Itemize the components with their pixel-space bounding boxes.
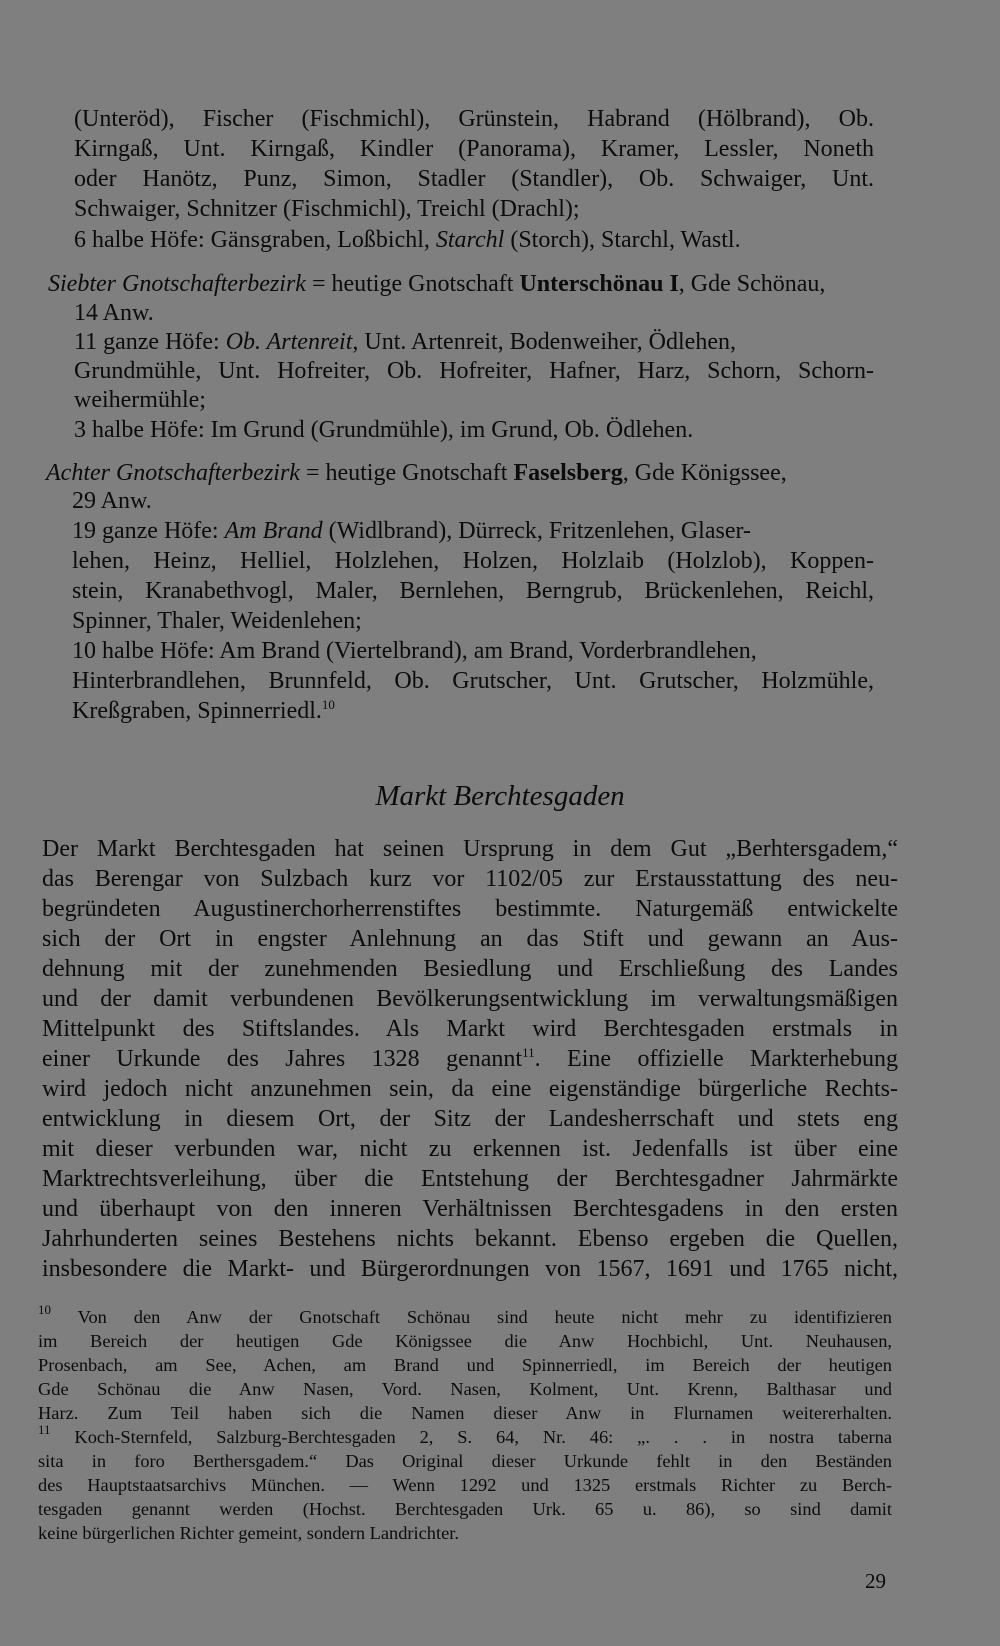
- text-run: , Gde Schönau,: [678, 271, 826, 297]
- footnote-line: [38, 1302, 892, 1329]
- text-run: . Eine offizielle Markterhebung: [534, 1046, 899, 1072]
- text-run: Von den Anw der Gnotschaft Schönau sind heute nicht mehr zu identifizieren: [51, 1307, 892, 1327]
- section-heading: Markt Berchtesgaden: [375, 780, 625, 812]
- footnote-line: des Hauptstaatsarchivs München. — Wenn 1292 und 1325 erstmals Richter zu Berch-: [38, 1475, 892, 1495]
- text-line: begründeten Augustinerchorherrenstiftes bestimmte. Naturgemäß entwickelte: [42, 896, 898, 922]
- footnote-line: keine bürgerlichen Richter gemeint, sondern Landrichter.: [38, 1523, 459, 1543]
- text-line: 10 halbe Höfe: Am Brand (Viertelbrand), am Brand, Vorderbrandlehen,: [72, 638, 757, 664]
- footnote-line: Prosenbach, am See, Achen, am Brand und Spinnerriedl, im Bereich der heutigen: [38, 1355, 892, 1375]
- footnote-ref: 10: [321, 697, 335, 712]
- text-line: wird jedoch nicht anzunehmen sein, da eine eigenständige bürgerliche Rechts-: [42, 1076, 898, 1102]
- text-line: [48, 269, 825, 299]
- text-run: einer Urkunde des Jahres 1328 genannt: [42, 1046, 523, 1072]
- text-run: = heutige Gnotschaft: [305, 271, 520, 297]
- text-line: 3 halbe Höfe: Im Grund (Grundmühle), im Grund, Ob. Ödlehen.: [74, 417, 694, 443]
- text-line: Mittelpunkt des Stiftslandes. Als Markt wird Berchtesgaden erstmals in: [42, 1016, 898, 1042]
- text-line: 29 Anw.: [72, 488, 152, 514]
- text-line: stein, Kranabethvogl, Maler, Bernlehen, Berngrub, Brückenlehen, Reichl,: [72, 578, 874, 604]
- text-line: sich der Ort in engster Anlehnung an das Stift und gewann an Aus-: [42, 926, 898, 952]
- text-line: [42, 1044, 898, 1074]
- footnote-line: [38, 1422, 892, 1449]
- page-number: 29: [865, 1569, 886, 1593]
- district-label: Siebter Gnotschafterbezirk: [48, 271, 306, 297]
- text-run: , Gde Königssee,: [622, 460, 787, 486]
- text-run: (Storch), Starchl, Wastl.: [504, 227, 741, 253]
- text-line: dehnung mit der zunehmenden Besiedlung und Erschließung des Landes: [42, 956, 898, 982]
- italic-run: Starchl: [435, 227, 505, 253]
- text-line: (Unteröd), Fischer (Fischmichl), Grünstein, Habrand (Hölbrand), Ob.: [74, 106, 874, 132]
- footnote-ref: 11: [522, 1045, 535, 1060]
- text-run: Kreßgraben, Spinnerriedl.: [72, 698, 322, 724]
- text-line: und der damit verbundenen Bevölkerungsentwicklung im verwaltungsmäßigen: [42, 986, 898, 1012]
- text-run: 19 ganze Höfe:: [72, 518, 225, 544]
- text-line: Spinner, Thaler, Weidenlehen;: [72, 608, 362, 634]
- footnote-number: 10: [38, 1302, 51, 1317]
- footnote-line: Harz. Zum Teil haben sich die Namen dieser Anw in Flurnamen weitererhalten.: [38, 1403, 892, 1423]
- text-line: [72, 516, 751, 546]
- text-run: (Widlbrand), Dürreck, Fritzenlehen, Glaser-: [322, 518, 751, 544]
- text-line: lehen, Heinz, Helliel, Holzlehen, Holzen, Holzlaib (Holzlob), Koppen-: [72, 548, 874, 574]
- text-line: Kirngaß, Unt. Kirngaß, Kindler (Panorama), Kramer, Lessler, Noneth: [74, 136, 874, 162]
- text-line: Der Markt Berchtesgaden hat seinen Ursprung in dem Gut „Berhtersgadem,“: [42, 836, 898, 862]
- footnote-line: sita in foro Berthersgadem.“ Das Original dieser Urkunde fehlt in den Beständen: [38, 1451, 892, 1471]
- italic-run: Am Brand: [224, 518, 323, 544]
- text-run: = heutige Gnotschaft: [299, 460, 514, 486]
- text-line: oder Hanötz, Punz, Simon, Stadler (Standler), Ob. Schwaiger, Unt.: [74, 166, 874, 192]
- text-line: Grundmühle, Unt. Hofreiter, Ob. Hofreiter, Hafner, Harz, Schorn, Schorn-: [74, 358, 874, 384]
- district-label: Achter Gnotschafterbezirk: [46, 460, 300, 486]
- text-line: entwicklung in diesem Ort, der Sitz der Landesherrschaft und stets eng: [42, 1106, 898, 1132]
- footnote-line: im Bereich der heutigen Gde Königssee die Anw Hochbichl, Unt. Neuhausen,: [38, 1331, 892, 1351]
- text-line: mit dieser verbunden war, nicht zu erkennen ist. Jedenfalls ist über eine: [42, 1136, 898, 1162]
- text-line: Jahrhunderten seines Bestehens nichts bekannt. Ebenso ergeben die Quellen,: [42, 1226, 898, 1252]
- text-line: weihermühle;: [74, 387, 206, 413]
- text-run: 11 ganze Höfe:: [74, 329, 226, 355]
- text-line: [74, 225, 741, 255]
- text-run: Unt. Artenreit, Bodenweiher, Ödlehen,: [358, 329, 736, 355]
- text-line: [72, 696, 335, 726]
- text-line: Schwaiger, Schnitzer (Fischmichl), Treichl (Drachl);: [74, 196, 580, 222]
- text-line: insbesondere die Markt- und Bürgerordnungen von 1567, 1691 und 1765 nicht,: [42, 1256, 898, 1282]
- text-line: [46, 458, 787, 488]
- footnote-line: Gde Schönau die Anw Nasen, Vord. Nasen, Kolment, Unt. Krenn, Balthasar und: [38, 1379, 892, 1399]
- italic-run: Ob. Artenreit,: [225, 329, 359, 355]
- text-line: das Berengar von Sulzbach kurz vor 1102/05 zur Erstausstattung des neu-: [42, 866, 898, 892]
- text-line: 14 Anw.: [74, 300, 154, 326]
- district-place: Unterschönau I: [519, 271, 679, 297]
- district-place: Faselsberg: [513, 460, 623, 486]
- text-line: [74, 327, 736, 357]
- text-run: Koch-Sternfeld, Salzburg-Berchtesgaden 2, S. 64, Nr. 46: „. . . in nostra taberna: [50, 1427, 892, 1447]
- text-line: und überhaupt von den inneren Verhältnissen Berchtesgadens in den ersten: [42, 1196, 898, 1222]
- text-line: Hinterbrandlehen, Brunnfeld, Ob. Grutscher, Unt. Grutscher, Holzmühle,: [72, 668, 874, 694]
- footnote-line: tesgaden genannt werden (Hochst. Berchtesgaden Urk. 65 u. 86), so sind damit: [38, 1499, 892, 1519]
- footnote-number: 11: [38, 1422, 51, 1437]
- text-line: Marktrechtsverleihung, über die Entstehung der Berchtesgadner Jahrmärkte: [42, 1166, 898, 1192]
- text-run: 6 halbe Höfe: Gänsgraben, Loßbichl,: [74, 227, 436, 253]
